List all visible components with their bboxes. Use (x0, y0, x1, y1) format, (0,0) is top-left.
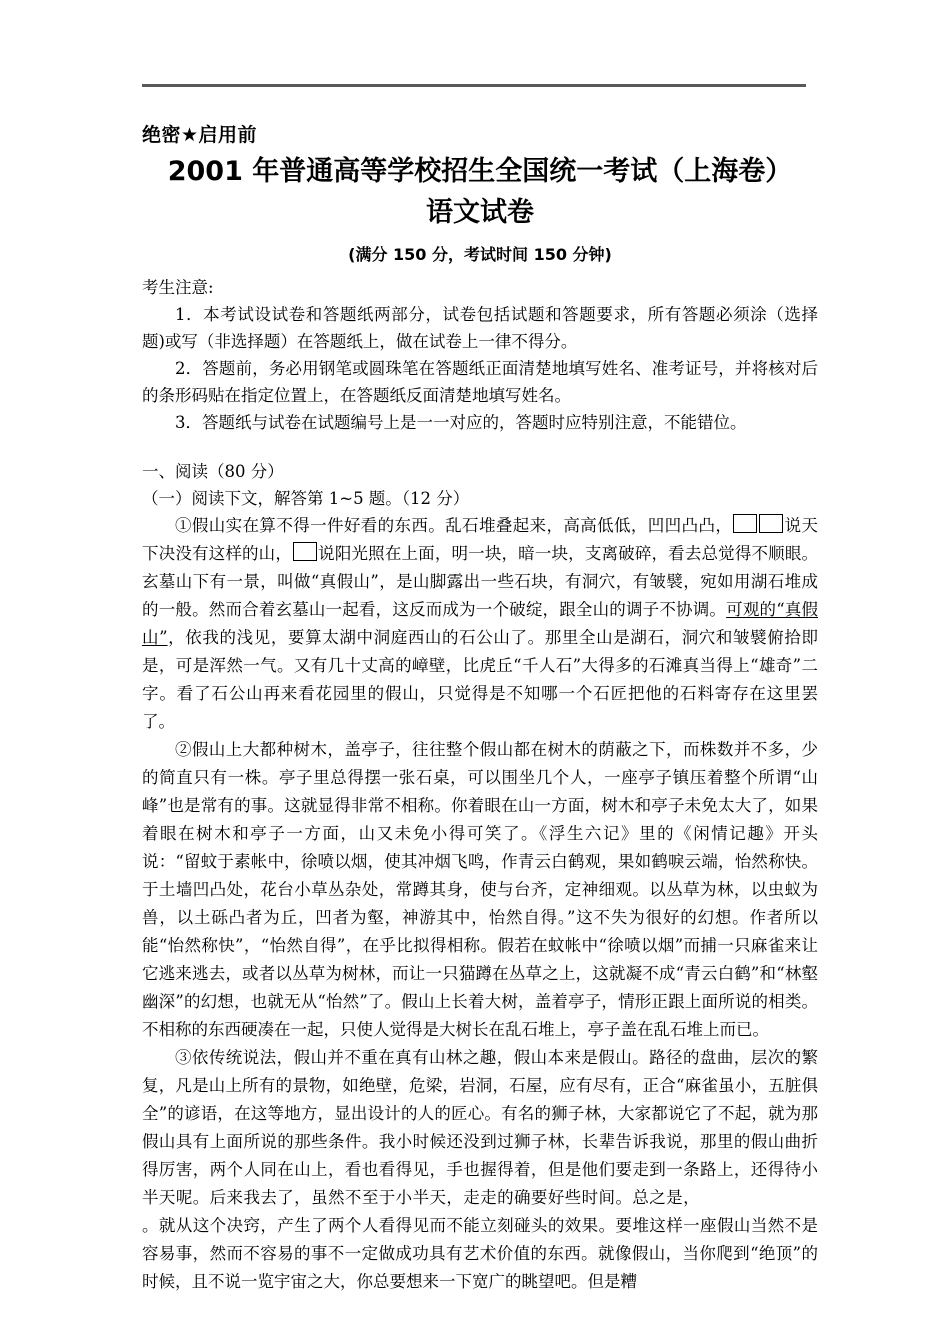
fill-in-blank[interactable] (700, 1196, 818, 1213)
underlined-phrase: 可观的“真假山” (142, 600, 819, 647)
passage-text-run: 。就从这个决窍，产生了两个人看得见而不能立刻碰头的效果。要堆这样一座假山当然不是容易事，然而不容易的事不一定做成功具有艺术价值的东西。就像假山，当你爬到“绝顶”的时候，且不说一览宇宙之大，你总要想来一下宽广的眺望吧。但是糟 (142, 1216, 818, 1291)
passage-paragraph-2: ②假山上大都种树木，盖亭子，往往整个假山都在树木的荫蔽之下，而株数并不多，少的简直只有一株。亭子里总得摆一张石桌，可以围坐几个人，一座亭子镇压着整个所谓“山峰”也是常有的事。这就显得非常不相称。你着眼在山一方面，树木和亭子未免太大了，如果着眼在树木和亭子一方面，山又未免小得可笑了。《浮生六记》里的《闲情记趣》开头说：“留蚊于素帐中，徐喷以烟，使其冲烟飞鸣，作青云白鹤观，果如鹤唳云端，怡然称快。于土墙凹凸处，花台小草丛杂处，常蹲其身，使与台齐，定神细观。以丛草为林，以虫蚁为兽，以土砾凸者为丘，凹者为壑，神游其中，怡然自得。”这不失为很好的幻想。作者所以能“怡然称快”，“怡然自得”，在乎比拟得相称。假若在蚊帐中“徐喷以烟”而捕一只麻雀来让它逃来逃去，或者以丛草为树林，而让一只猫蹲在丛草之上，这就凝不成“青云白鹤”和“林壑幽深”的幻想，也就无从“怡然”了。假山上长着大树，盖着亭子，情形正跟上面所说的相类。不相称的东西硬凑在一起，只使人觉得是大树长在乱石堆上，亭子盖在乱石堆上而已。 (142, 740, 818, 1039)
page-title: 2001 年普通高等学校招生全国统一考试（上海卷） (167, 156, 793, 187)
notice-heading: 考生注意: (142, 278, 214, 297)
fill-in-box[interactable] (733, 514, 757, 533)
notice-item: 2．答题前，务必用钢笔或圆珠笔在答题纸正面清楚地填写姓名、准考证号，并将核对后的条形码贴在指定位置上，在答题纸反面清楚地填写姓名。 (142, 359, 818, 405)
fill-in-box[interactable] (759, 514, 783, 533)
section-heading-part-one: 一、阅读（80 分） (142, 462, 284, 481)
notice-item: 3．答题纸与试卷在试题编号上是一一对应的，答题时应特别注意，不能错位。 (175, 413, 747, 432)
passage-text-run: ，依我的浅见，要算太湖中洞庭西山的石公山了。那里全山是湖石，洞穴和皱襞俯拾即是，可是浑然一气。又有几十丈高的嶂壁，比虎丘“千人石”大得多的石滩真当得上“雄奇”二字。看了石公山再来看花园里的假山，只觉得是不知哪一个石匠把他的石料寄存在这里罢了。 (142, 628, 819, 731)
passage-paragraph-1 (142, 512, 818, 736)
passage-text-run: ①假山实在算不得一件好看的东西。乱石堆叠起来，高高低低，凹凹凸凸， (175, 516, 733, 535)
passage-text-run: ③依传统说法，假山并不重在真有山林之趣，假山本来是假山。路径的盘曲，层次的繁复，凡是山上所有的景物，如绝壁，危梁，岩洞，石屋，应有尽有，正合“麻雀虽小，五脏俱全”的谚语，在这等地方，显出设计的人的匠心。有名的狮子林，大家都说它了不起，就为那假山具有上面所说的那些条件。我小时候还没到过狮子林，长辈告诉我说，那里的假山曲折得厉害，两个人同在山上，看也看得见，手也握得着，但是他们要走到一条路上，还得待小半天呢。后来我去了，虽然不至于小半天，走走的确要好些时间。总之是， (142, 1048, 818, 1207)
passage-text-run: 说阳光照在上面，明一块，暗一块，支离破碎，看去总觉得不顺眼。玄墓山下有一景，叫做“真假山”，是山脚露出一些石块，有洞穴，有皱襞，宛如用湖石堆成的一般。然而合着玄墓山一起看，这反而成为一个破绽，跟全山的调子不协调。 (142, 544, 819, 619)
notice-item: 1．本考试设试卷和答题纸两部分，试卷包括试题和答题要求，所有答题必须涂（选择题)或写（非选择题）在答题纸上，做在试卷上一律不得分。 (142, 305, 818, 351)
page-subtitle: 语文试卷 (426, 197, 534, 228)
passage-text-run: 说天下决没有这样的山， (142, 516, 819, 563)
section-heading-sub-one: （一）阅读下文，解答第 1~5 题。（12 分） (142, 489, 470, 508)
passage-paragraph-3 (142, 1044, 818, 1296)
fill-in-box[interactable] (293, 542, 317, 561)
header-rule (142, 84, 806, 87)
document-content (142, 120, 818, 1296)
secret-notice: 绝密★启用前 (142, 124, 258, 146)
spacer (142, 436, 818, 458)
exam-meta: (满分 150 分，考试时间 150 分钟) (348, 245, 612, 264)
